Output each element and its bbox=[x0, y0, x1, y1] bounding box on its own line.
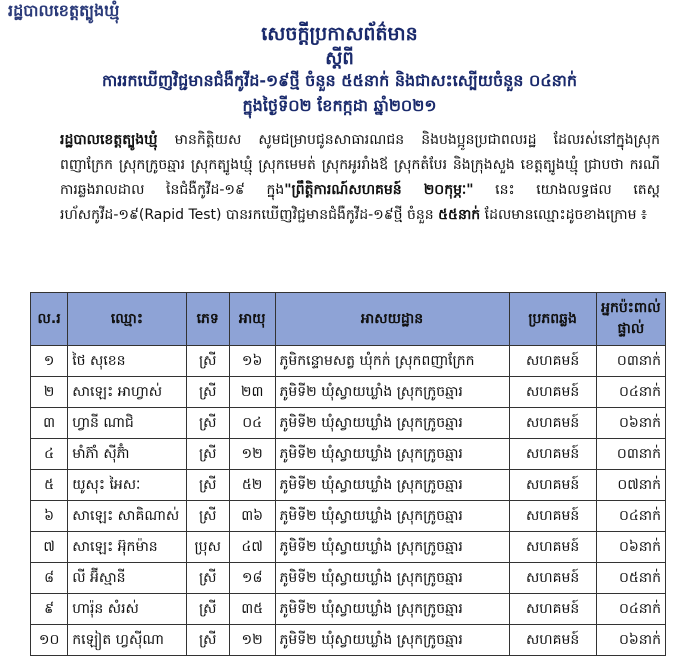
cell-sex: ស្រី bbox=[186, 377, 229, 408]
cell-address: ភូមិទី២ ឃុំស្វាយឃ្លាំង ស្រុកក្រូចឆ្មារ bbox=[275, 470, 509, 501]
cell-age: ៣៥ bbox=[229, 594, 275, 625]
cell-source: សហគមន៍ bbox=[509, 501, 596, 532]
cell-address: ភូមិកន្ទោមសត្វ ឃុំកក់ ស្រុកពញាក្រែក bbox=[275, 346, 509, 377]
table-body bbox=[31, 346, 666, 656]
header-number: ល.រ bbox=[31, 293, 68, 346]
cell-name: ថៃ សុខេន bbox=[68, 346, 186, 377]
cell-sex: ស្រី bbox=[186, 346, 229, 377]
cell-contacts: ០៦នាក់ bbox=[596, 532, 665, 563]
cell-name: មាំភ៊ាំ ស៊ីភ៊ំា bbox=[68, 439, 186, 470]
table-row bbox=[31, 594, 666, 625]
header-source: ប្រភពឆ្លង bbox=[509, 293, 596, 346]
cell-contacts: ០៤នាក់ bbox=[596, 501, 665, 532]
cases-table bbox=[30, 292, 666, 656]
cell-age: ៥២ bbox=[229, 470, 275, 501]
cell-number: ៦ bbox=[31, 501, 68, 532]
cell-number: ៥ bbox=[31, 470, 68, 501]
cell-age: ១៨ bbox=[229, 563, 275, 594]
cell-contacts: ០៧នាក់ bbox=[596, 470, 665, 501]
cell-address: ភូមិទី២ ឃុំស្វាយឃ្លាំង ស្រុកក្រូចឆ្មារ bbox=[275, 501, 509, 532]
header-name: ឈ្មោះ bbox=[68, 293, 186, 346]
cell-sex: ស្រី bbox=[186, 408, 229, 439]
cell-name: លី អ៊ីស្មានី bbox=[68, 563, 186, 594]
cell-number: ៣ bbox=[31, 408, 68, 439]
headline: ការរកឃើញវិជ្ជមានជំងឺកូវីដ-១៩ថ្មី ចំនួន ៥៥នាក់ និងជាសះស្បើយចំនួន ០៤នាក់ bbox=[101, 71, 578, 90]
cell-sex: ស្រី bbox=[186, 501, 229, 532]
cell-age: ៤៧ bbox=[229, 532, 275, 563]
case-count: ៥៥នាក់ bbox=[438, 207, 481, 223]
cell-number: ៧ bbox=[31, 532, 68, 563]
cell-source: សហគមន៍ bbox=[509, 594, 596, 625]
cell-source: សហគមន៍ bbox=[509, 408, 596, 439]
cell-number: ៨ bbox=[31, 563, 68, 594]
cell-source: សហគមន៍ bbox=[509, 625, 596, 656]
cell-contacts: ០៤នាក់ bbox=[596, 594, 665, 625]
cell-source: សហគមន៍ bbox=[509, 563, 596, 594]
header-contacts: អ្នកប៉ះពាល់ផ្ទាល់ bbox=[596, 293, 665, 346]
announcement-paragraph bbox=[60, 128, 660, 228]
cell-source: សហគមន៍ bbox=[509, 377, 596, 408]
table-row bbox=[31, 408, 666, 439]
date-line: ក្នុងថ្ងៃទី០២ ខែកក្កដា ឆ្នាំ២០២១ bbox=[242, 96, 437, 115]
header-age: អាយុ bbox=[229, 293, 275, 346]
table-row bbox=[31, 532, 666, 563]
cell-contacts: ០៣នាក់ bbox=[596, 346, 665, 377]
document-title: សេចក្តីប្រកាសព័ត៌មាន bbox=[261, 23, 418, 45]
cell-sex: ស្រី bbox=[186, 470, 229, 501]
cell-name: ហ្វានី ណាជិ bbox=[68, 408, 186, 439]
paragraph-text: នេះ យោងលទ្ធផល តេស្តរហ័សកូវីដ-១៩(Rapid Test) បានរកឃើញវិជ្ជមានជំងឺកូវីដ-១៩ថ្មី ចំនួន bbox=[60, 182, 660, 223]
table-row bbox=[31, 563, 666, 594]
cell-source: សហគមន៍ bbox=[509, 470, 596, 501]
paragraph-text: មានកិត្តិយស សូមជម្រាបជូនសាធារណជន និងបងប្អូនប្រជាពលរដ្ឋ ដែលរស់នៅក្នុងស្រុកពញាក្រែក ស្រុកក្រូចឆ្មារ ស្រុកត្បូងឃ្មុំ ស្រុកមេមត់ ស្រុកអូររាំងឪ ស្រុកតំបែរ និងក្រុងសួង ខេត្តត្បូងឃ្មុំ ជ្រាបថា ករណីការឆ្លងរាលដាល នៃជំងឺកូវីដ-១៩ ក្នុង bbox=[60, 132, 660, 198]
organization-name: រដ្ឋបាលខេត្តត្បូងឃ្មុំ bbox=[8, 1, 120, 20]
cell-sex: ស្រី bbox=[186, 594, 229, 625]
table-header-row bbox=[31, 293, 666, 346]
cell-name: កឡៀត ហ្វស៊ីណា bbox=[68, 625, 186, 656]
table-row bbox=[31, 470, 666, 501]
cell-name: យូសុះ អៃសៈ bbox=[68, 470, 186, 501]
cell-sex: ស្រី bbox=[186, 625, 229, 656]
cell-age: ២៣ bbox=[229, 377, 275, 408]
table-row bbox=[31, 346, 666, 377]
cell-number: ១០ bbox=[31, 625, 68, 656]
cell-address: ភូមិទី២ ឃុំស្វាយឃ្លាំង ស្រុកក្រូចឆ្មារ bbox=[275, 408, 509, 439]
cell-address: ភូមិទី២ ឃុំស្វាយឃ្លាំង ស្រុកក្រូចឆ្មារ bbox=[275, 563, 509, 594]
document-subtitle: ស្តីពី bbox=[325, 48, 354, 69]
cell-contacts: ០៦នាក់ bbox=[596, 408, 665, 439]
event-name: "ព្រឹត្តិការណ៍សហគមន៍ ២០កុម្ភៈ" bbox=[284, 182, 474, 198]
cell-address: ភូមិទី២ ឃុំស្វាយឃ្លាំង ស្រុកក្រូចឆ្មារ bbox=[275, 532, 509, 563]
cell-number: ២ bbox=[31, 377, 68, 408]
cell-name: សាឡេះ អាហ្វាស់ bbox=[68, 377, 186, 408]
cell-name: សាឡេះ សាគិណាស់ bbox=[68, 501, 186, 532]
paragraph-lead: រដ្ឋបាលខេត្តត្បូងឃ្មុំ bbox=[60, 132, 158, 148]
cell-source: សហគមន៍ bbox=[509, 439, 596, 470]
cell-number: ៤ bbox=[31, 439, 68, 470]
cell-address: ភូមិទី២ ឃុំស្វាយឃ្លាំង ស្រុកក្រូចឆ្មារ bbox=[275, 377, 509, 408]
cell-source: សហគមន៍ bbox=[509, 532, 596, 563]
cell-address: ភូមិទី២ ឃុំស្វាយឃ្លាំង ស្រុកក្រូចឆ្មារ bbox=[275, 594, 509, 625]
cell-contacts: ០៤នាក់ bbox=[596, 377, 665, 408]
table-row bbox=[31, 625, 666, 656]
header-address: អាសយដ្ឋាន bbox=[275, 293, 509, 346]
cell-sex: ស្រី bbox=[186, 563, 229, 594]
cell-age: ១២ bbox=[229, 439, 275, 470]
cell-contacts: ០៣នាក់ bbox=[596, 439, 665, 470]
cell-age: ១២ bbox=[229, 625, 275, 656]
cell-age: ១៦ bbox=[229, 346, 275, 377]
cell-age: ៣៦ bbox=[229, 501, 275, 532]
cell-sex: ប្រុស bbox=[186, 532, 229, 563]
header-sex: ភេទ bbox=[186, 293, 229, 346]
table-row bbox=[31, 439, 666, 470]
cell-sex: ស្រី bbox=[186, 439, 229, 470]
cell-number: ១ bbox=[31, 346, 68, 377]
cell-source: សហគមន៍ bbox=[509, 346, 596, 377]
cell-age: ០៤ bbox=[229, 408, 275, 439]
cell-contacts: ០៦នាក់ bbox=[596, 625, 665, 656]
paragraph-text: ដែលមានឈ្មោះដូចខាងក្រោម ៖ bbox=[480, 207, 648, 223]
table-row bbox=[31, 501, 666, 532]
cell-name: ហារ៉ុន សំរស់ bbox=[68, 594, 186, 625]
table-row bbox=[31, 377, 666, 408]
cell-number: ៩ bbox=[31, 594, 68, 625]
cell-contacts: ០៥នាក់ bbox=[596, 563, 665, 594]
cell-address: ភូមិទី២ ឃុំស្វាយឃ្លាំង ស្រុកក្រូចឆ្មារ bbox=[275, 439, 509, 470]
cell-name: សាឡេះ អ៊ុកម៉ាន bbox=[68, 532, 186, 563]
cell-address: ភូមិទី២ ឃុំស្វាយឃ្លាំង ស្រុកក្រូចឆ្មារ bbox=[275, 625, 509, 656]
